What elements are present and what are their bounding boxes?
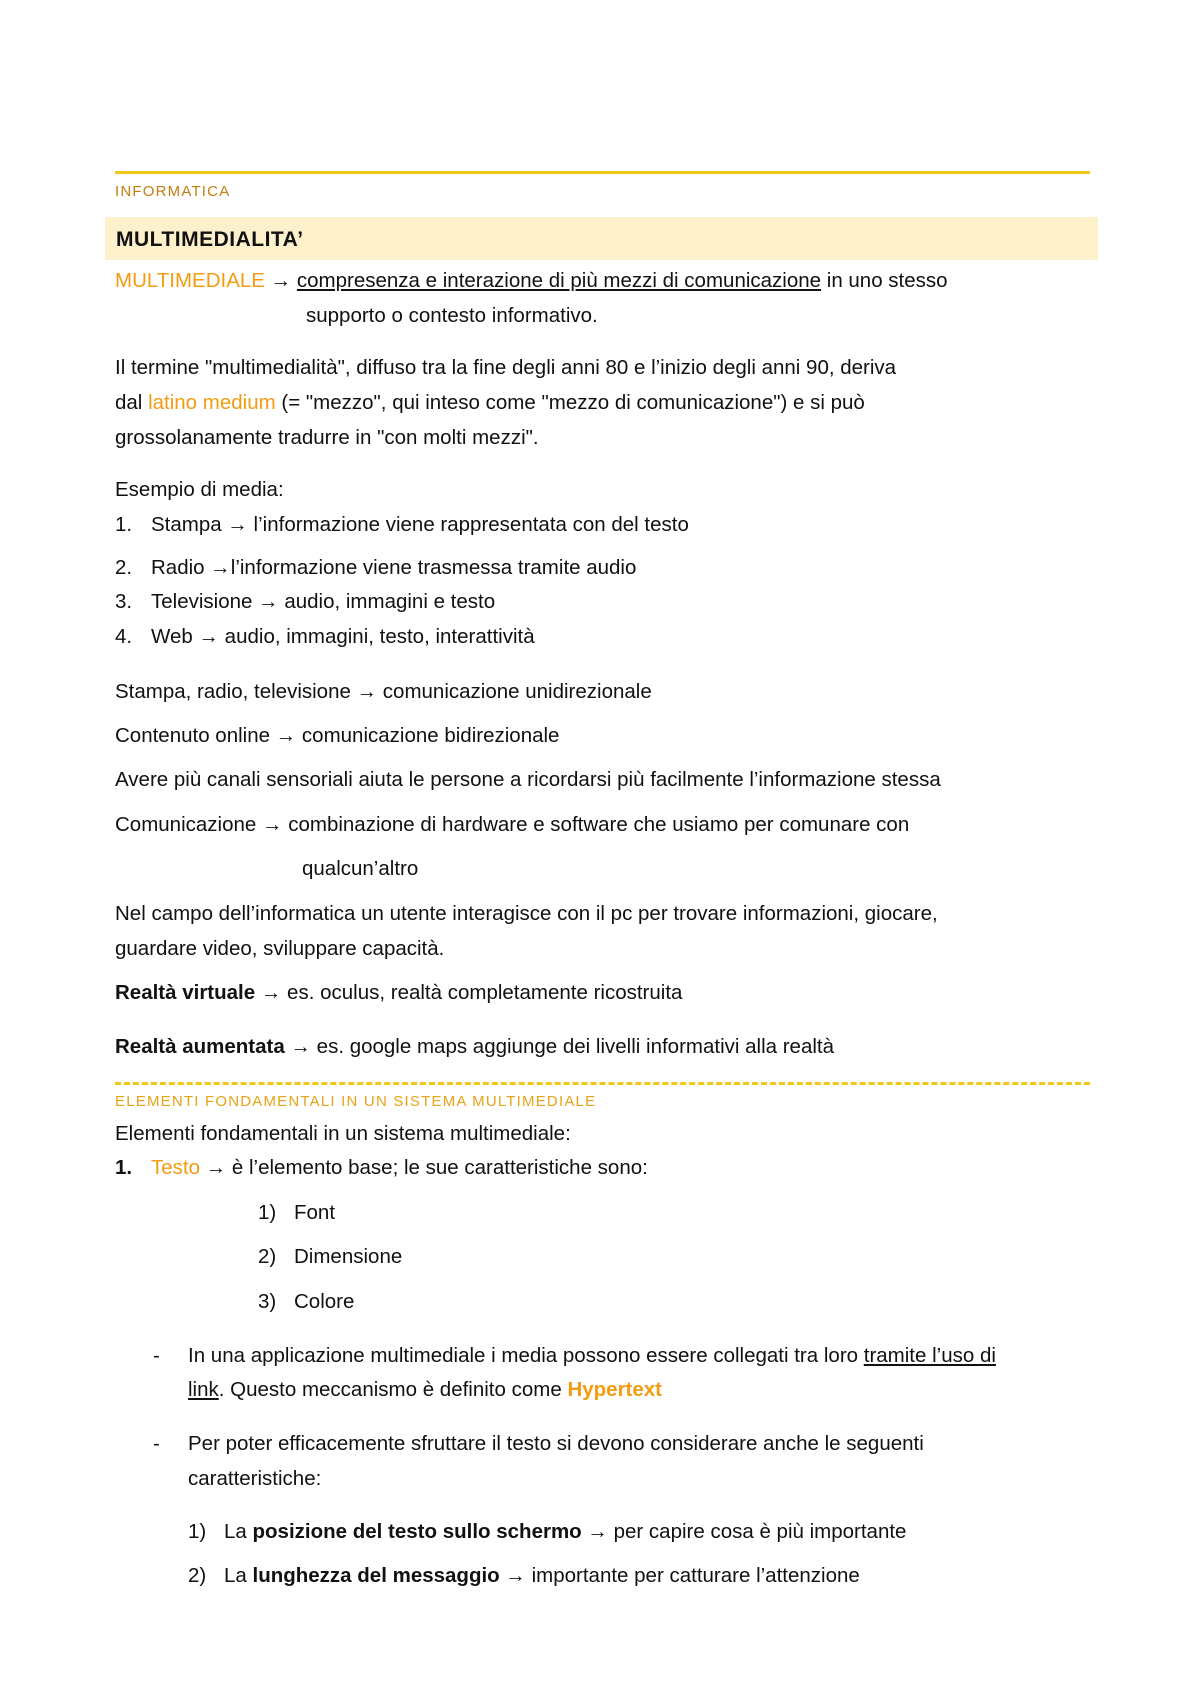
- paragraph-line-3: grossolanamente tradurre in "con molti mezzi".: [115, 426, 539, 449]
- sub-feature-item: [188, 1562, 860, 1589]
- sub-feature-number: 1): [188, 1520, 207, 1543]
- note-augmented-reality: [115, 1033, 834, 1060]
- bullet-2-line-2: caratteristiche:: [188, 1467, 322, 1490]
- note-term: Stampa, radio, televisione: [115, 680, 351, 703]
- feature-label: Dimensione: [294, 1245, 403, 1268]
- hypertext-highlight: Hypertext: [567, 1378, 662, 1401]
- note-communication-line-2: qualcun’altro: [302, 857, 419, 880]
- arrow-icon: →: [505, 1564, 526, 1587]
- note-bidirectional: [115, 722, 559, 749]
- definition-line-1: [115, 267, 948, 294]
- sub-feature-pre: La: [224, 1520, 253, 1543]
- section-divider: [115, 1082, 1090, 1085]
- example-desc: l’informazione viene trasmessa tramite audio: [230, 556, 637, 579]
- arrow-icon: →: [258, 590, 279, 613]
- sub-feature-number: 2): [188, 1564, 207, 1587]
- example-number: 4.: [115, 625, 133, 648]
- note-desc: combinazione di hardware e software che usiamo per comunare con: [282, 813, 910, 836]
- arrow-icon: →: [198, 625, 219, 648]
- bullet-1-line-1: [188, 1342, 996, 1369]
- note-desc: es. oculus, realtà completamente ricostruita: [281, 981, 683, 1004]
- note-desc: comunicazione unidirezionale: [377, 680, 652, 703]
- example-number: 2.: [115, 556, 133, 579]
- arrow-icon: →: [227, 513, 248, 536]
- section-title-multimedialita: MULTIMEDIALITA’: [116, 228, 304, 251]
- arrow-icon: →: [356, 680, 378, 703]
- sub-feature-bold: posizione del testo sullo schermo: [252, 1520, 582, 1543]
- example-desc: l’informazione viene rappresentata con del testo: [247, 513, 689, 536]
- feature-number: 1): [258, 1201, 277, 1224]
- definition-underlined: compresenza e interazione di più mezzi di comunicazione: [296, 269, 822, 292]
- paragraph-line-2: [115, 389, 865, 416]
- bullet-2-line-1: Per poter efficacemente sfruttare il testo si devono considerare anche le seguenti: [188, 1432, 924, 1455]
- bullet-text: In una applicazione multimediale i media possono essere collegati tra loro: [188, 1344, 864, 1367]
- note-senses: Avere più canali sensoriali aiuta le persone a ricordarsi più facilmente l’informazione stessa: [115, 768, 941, 791]
- bullet-underlined: tramite l’uso di: [863, 1344, 996, 1367]
- arrow-icon: →: [205, 1156, 227, 1179]
- paragraph-line-2-post: (= "mezzo", qui inteso come "mezzo di comunicazione") e si può: [275, 391, 865, 414]
- bullet-dash: -: [153, 1432, 160, 1455]
- arrow-icon: →: [262, 813, 283, 836]
- sub-feature-desc: importante per catturare l’attenzione: [525, 1564, 860, 1587]
- sub-feature-pre: La: [224, 1564, 253, 1587]
- section2-intro: Elementi fondamentali in un sistema multimediale:: [115, 1122, 571, 1145]
- note-desc: comunicazione bidirezionale: [296, 724, 560, 747]
- note-desc: es. google maps aggiunge dei livelli informativi alla realtà: [310, 1035, 835, 1058]
- note-term: Comunicazione: [115, 813, 257, 836]
- note-virtual-reality: [115, 979, 682, 1006]
- arrow-icon: →: [270, 269, 292, 292]
- feature-item: [258, 1243, 402, 1270]
- example-term: Web: [151, 625, 193, 648]
- example-item: [115, 511, 689, 538]
- sub-feature-bold: lunghezza del messaggio: [252, 1564, 500, 1587]
- bullet-text: . Questo meccanismo è definito come: [218, 1378, 568, 1401]
- arrow-icon: →: [587, 1520, 608, 1543]
- sub-feature-desc: per capire cosa è più importante: [607, 1520, 907, 1543]
- feature-number: 2): [258, 1245, 277, 1268]
- example-term: Televisione: [151, 590, 253, 613]
- definition-term: MULTIMEDIALE: [115, 269, 265, 292]
- item-number: 1.: [115, 1156, 133, 1179]
- example-desc: audio, immagini, testo, interattività: [218, 625, 535, 648]
- arrow-icon: →: [290, 1035, 311, 1058]
- arrow-icon: →: [210, 556, 231, 579]
- note-unidirectional: [115, 678, 652, 705]
- testo-term: Testo: [151, 1156, 200, 1179]
- feature-item: [258, 1288, 354, 1315]
- note-pc-line-1: Nel campo dell’informatica un utente interagisce con il pc per trovare informazioni, giocare,: [115, 902, 938, 925]
- bullet-1-line-2: [188, 1376, 662, 1403]
- bullet-dash: -: [153, 1344, 160, 1367]
- example-number: 1.: [115, 513, 133, 536]
- example-item: [115, 554, 636, 581]
- feature-number: 3): [258, 1290, 277, 1313]
- item-desc: è l’elemento base; le sue caratteristiche sono:: [226, 1156, 648, 1179]
- feature-label: Colore: [294, 1290, 355, 1313]
- definition-rest: in uno stesso: [821, 269, 948, 292]
- note-communication: [115, 811, 909, 838]
- note-term: Realtà aumentata: [115, 1035, 285, 1058]
- example-number: 3.: [115, 590, 133, 613]
- note-term: Realtà virtuale: [115, 981, 256, 1004]
- paragraph-line-1: Il termine "multimedialità", diffuso tra la fine degli anni 80 e l’inizio degli anni 90, deriva: [115, 356, 897, 379]
- example-item: [115, 588, 495, 615]
- sub-feature-item: [188, 1518, 906, 1545]
- examples-label: Esempio di media:: [115, 478, 284, 501]
- link-word: link: [188, 1378, 219, 1401]
- latin-medium-highlight: latino medium: [148, 391, 276, 414]
- arrow-icon: →: [275, 724, 297, 747]
- feature-item: [258, 1199, 335, 1226]
- section-title-elementi: ELEMENTI FONDAMENTALI IN UN SISTEMA MULTIMEDIALE: [115, 1093, 597, 1110]
- feature-label: Font: [294, 1201, 336, 1224]
- example-item: [115, 623, 535, 650]
- subject-label: INFORMATICA: [115, 183, 231, 200]
- note-term: Contenuto online: [115, 724, 271, 747]
- section2-item-1: [115, 1154, 648, 1181]
- top-rule: [115, 171, 1090, 174]
- paragraph-line-2-pre: dal: [115, 391, 149, 414]
- example-term: Radio: [151, 556, 205, 579]
- arrow-icon: →: [260, 981, 282, 1004]
- note-pc-line-2: guardare video, sviluppare capacità.: [115, 937, 445, 960]
- definition-line-2: supporto o contesto informativo.: [306, 304, 598, 327]
- example-desc: audio, immagini e testo: [278, 590, 496, 613]
- example-term: Stampa: [151, 513, 222, 536]
